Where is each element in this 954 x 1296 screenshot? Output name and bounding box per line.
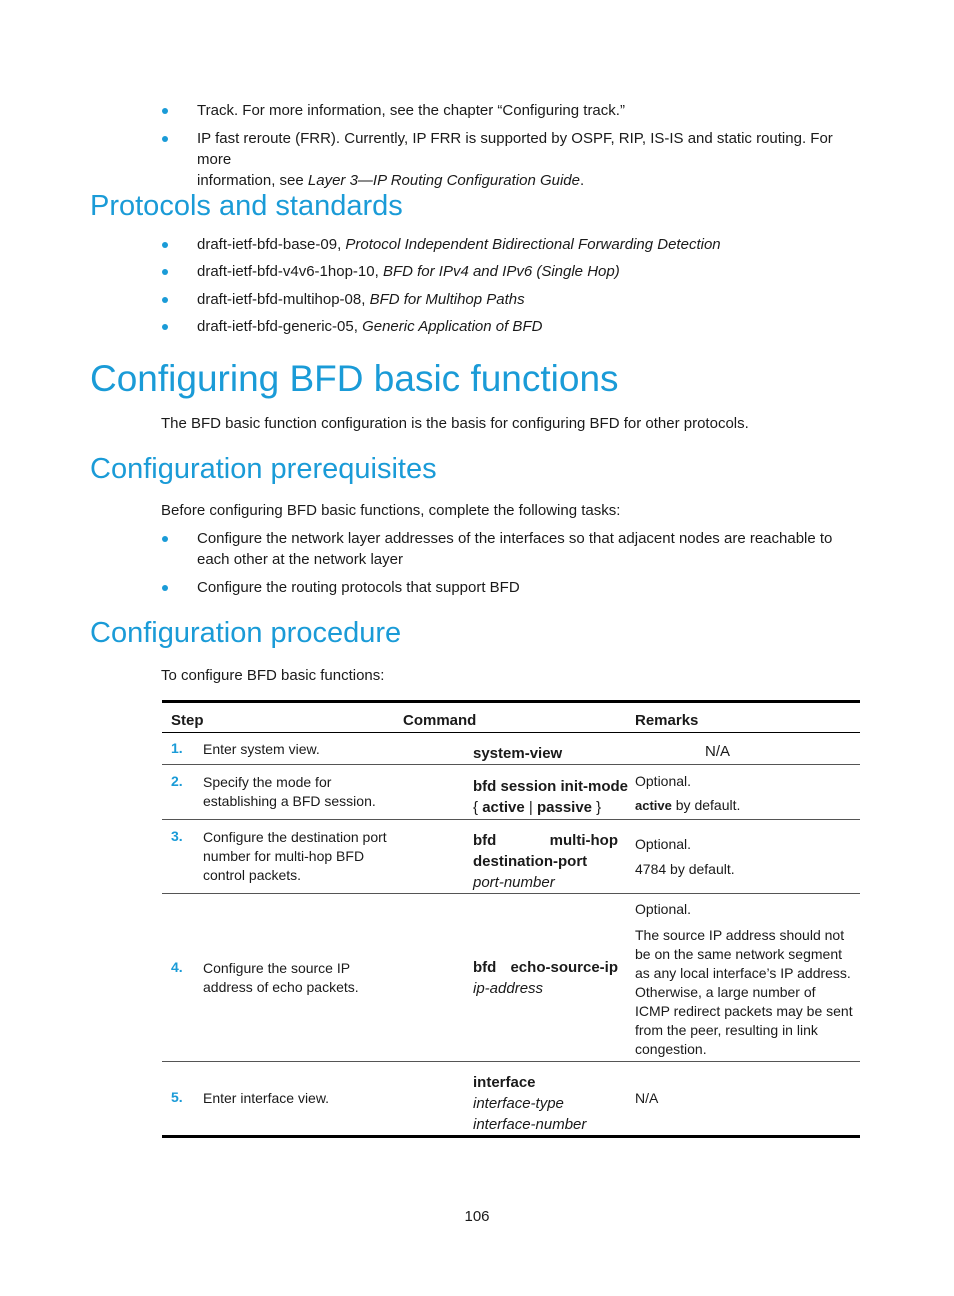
section-heading-prerequisites: Configuration prerequisites — [90, 453, 437, 485]
column-header-command: Command — [473, 702, 635, 733]
bullet-dot — [162, 108, 168, 114]
bullet-dot — [162, 297, 168, 303]
table-row — [162, 1062, 860, 1137]
bullet-dot — [162, 136, 168, 142]
page-number: 106 — [464, 1208, 490, 1225]
bullet-dot — [162, 242, 168, 248]
procedure-table — [162, 700, 860, 1138]
table-row — [162, 820, 860, 894]
list-item: Configure the routing protocols that support BFD — [197, 579, 520, 596]
remarks-cell: N/A — [635, 1062, 860, 1137]
prereq-intro: Before configuring BFD basic functions, complete the following tasks: — [161, 502, 621, 519]
section-heading-protocols: Protocols and standards — [90, 190, 403, 222]
step-cell — [162, 733, 473, 765]
command-cell — [473, 733, 635, 765]
table-row — [162, 733, 860, 765]
remarks-cell: Optional. The source IP address should not be on the same network segment as any local interface’s IP address. Otherwise, a large number of ICMP redirect packets may be sent from the peer, resulting in link congestion. — [635, 894, 860, 1062]
list-item: draft-ietf-bfd-v4v6-1hop-10, BFD for IPv4 and IPv6 (Single Hop) — [197, 263, 620, 280]
guide-title: Layer 3—IP Routing Configuration Guide — [307, 172, 580, 189]
bullet-dot — [162, 536, 168, 542]
step-number: 2. — [171, 773, 183, 789]
remarks-cell: N/A — [635, 733, 860, 765]
command-cell: interface interface-type interface-number — [473, 1062, 635, 1137]
list-item: draft-ietf-bfd-multihop-08, BFD for Multihop Paths — [197, 291, 525, 308]
step-cell — [162, 820, 473, 894]
step-number: 3. — [171, 828, 183, 844]
step-cell — [162, 1062, 473, 1137]
list-item: draft-ietf-bfd-generic-05, Generic Application of BFD — [197, 318, 543, 335]
chapter-title: Configuring BFD basic functions — [90, 358, 619, 399]
bullet-dot — [162, 269, 168, 275]
column-header-step: Step — [162, 702, 473, 733]
bullet-dot — [162, 324, 168, 330]
remarks-cell: Optional. 4784 by default. — [635, 820, 860, 894]
bullet-text: Track. For more information, see the chapter “Configuring track.” — [197, 102, 625, 119]
procedure-intro: To configure BFD basic functions: — [161, 667, 385, 684]
list-item: draft-ietf-bfd-base-09, Protocol Independent Bidirectional Forwarding Detection — [197, 236, 721, 253]
step-description: Enter interface view. — [203, 1090, 330, 1106]
step-description: Enter system view. — [203, 741, 320, 757]
step-description: Configure the destination port number for multi-hop BFD control packets. — [203, 829, 387, 883]
step-number: 5. — [171, 1089, 183, 1105]
step-number: 1. — [171, 740, 183, 756]
step-cell — [162, 894, 473, 1062]
command-cell: bfd echo-source-ip ip-address — [473, 894, 635, 1062]
step-description: Specify the mode for establishing a BFD session. — [203, 774, 376, 809]
table-row — [162, 894, 860, 1062]
table-row — [162, 765, 860, 820]
bullet-dot — [162, 585, 168, 591]
column-header-remarks: Remarks — [635, 702, 860, 733]
command-cell: bfd multi-hop destination-port port-number — [473, 820, 635, 894]
command-cell: bfd session init-mode { active | passive } — [473, 765, 635, 820]
step-description: Configure the source IP address of echo packets. — [203, 959, 359, 995]
step-number: 4. — [171, 958, 183, 975]
chapter-intro: The BFD basic function configuration is the basis for configuring BFD for other protocols. — [161, 415, 749, 432]
table-header-row — [162, 702, 860, 733]
bullet-text: IP fast reroute (FRR). Currently, IP FRR is supported by OSPF, RIP, IS-IS and static routing. For more information, see Layer 3—IP Routing Configuration Guide. — [197, 130, 833, 189]
remarks-cell: Optional. active by default. — [635, 765, 860, 820]
command-keyword: system-view — [473, 745, 563, 762]
list-item: Configure the network layer addresses of the interfaces so that adjacent nodes are reachable to each other at the network layer — [197, 530, 833, 568]
step-cell — [162, 765, 473, 820]
section-heading-procedure: Configuration procedure — [90, 617, 402, 649]
